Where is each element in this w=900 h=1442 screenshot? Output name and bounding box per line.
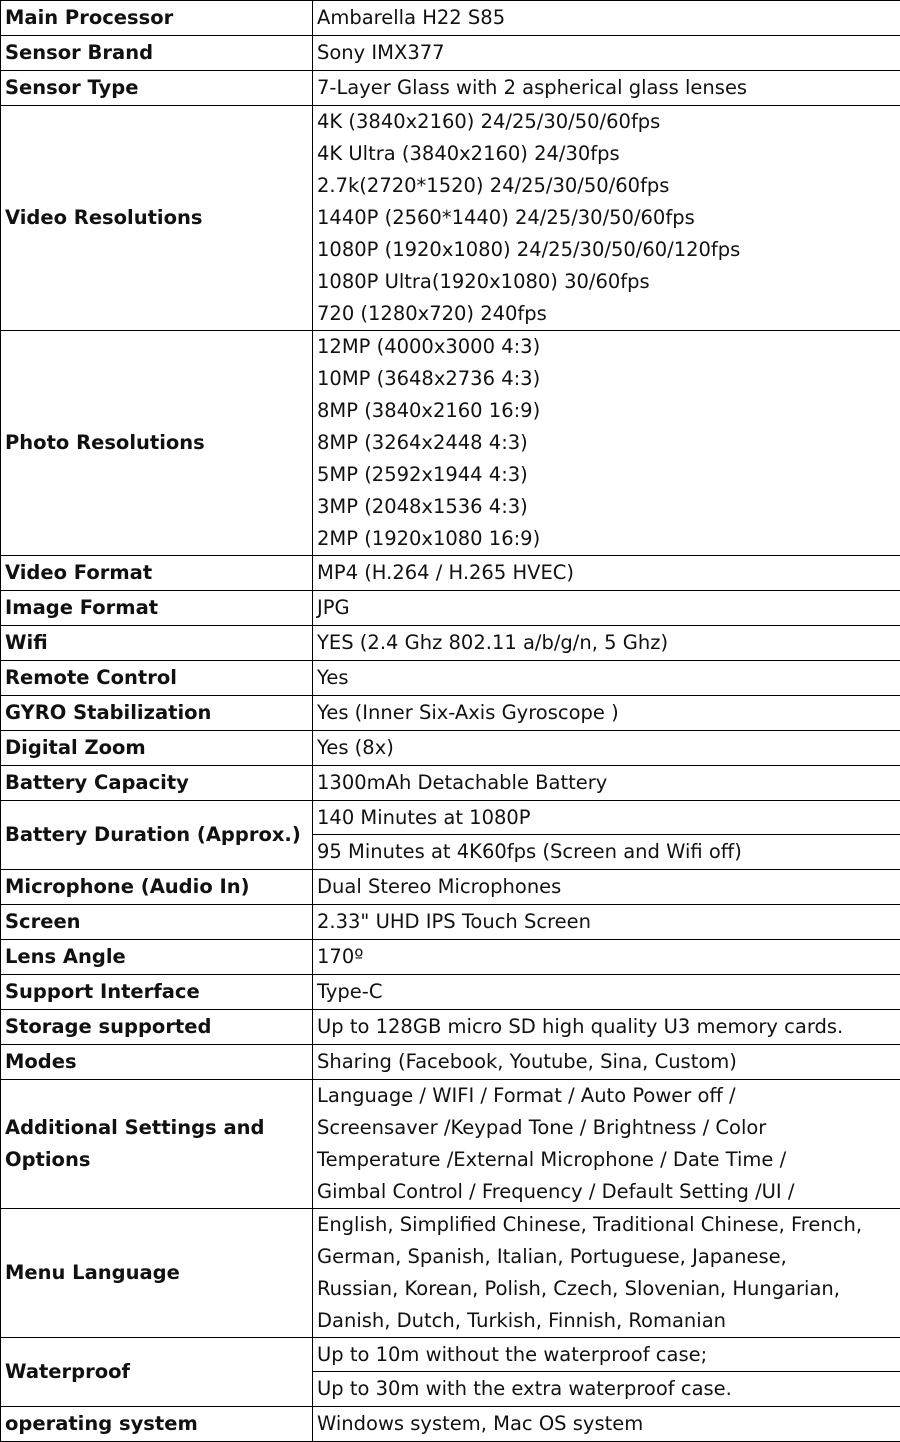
spec-label-menu-language: Menu Language	[1, 1209, 313, 1338]
spec-value-video-format: MP4 (H.264 / H.265 HVEC)	[313, 556, 900, 591]
spec-value-screen: 2.33" UHD IPS Touch Screen	[313, 905, 900, 940]
spec-label-modes: Modes	[1, 1045, 313, 1080]
spec-value-modes: Sharing (Facebook, Youtube, Sina, Custom)	[313, 1045, 900, 1080]
spec-value-storage-supported: Up to 128GB micro SD high quality U3 memory cards.	[313, 1010, 900, 1045]
spec-value-line: German, Spanish, Italian, Portuguese, Japanese,	[317, 1241, 896, 1273]
spec-value-line: 8MP (3840x2160 16:9)	[317, 395, 896, 427]
spec-value-line: English, Simplified Chinese, Traditional Chinese, French,	[317, 1209, 896, 1241]
spec-value-line: 1080P Ultra(1920x1080) 30/60fps	[317, 266, 896, 298]
table-row	[1, 975, 900, 1010]
spec-label-image-format: Image Format	[1, 591, 313, 626]
spec-value-lens-angle: 170º	[313, 940, 900, 975]
spec-value-line: Danish, Dutch, Turkish, Finnish, Romanian	[317, 1305, 896, 1337]
spec-value-line: 720 (1280x720) 240fps	[317, 298, 896, 330]
spec-value-sensor-brand: Sony IMX377	[313, 36, 900, 71]
spec-value-support-interface: Type-C	[313, 975, 900, 1010]
spec-value-line: Screensaver /Keypad Tone / Brightness / Color	[317, 1112, 896, 1144]
table-row	[1, 661, 900, 696]
spec-value-menu-language	[313, 1209, 900, 1338]
spec-value-line: Temperature /External Microphone / Date Time /	[317, 1144, 896, 1176]
table-row	[1, 766, 900, 801]
spec-label-sensor-type: Sensor Type	[1, 71, 313, 106]
spec-value-microphone-audio-in: Dual Stereo Microphones	[313, 870, 900, 905]
spec-label-screen: Screen	[1, 905, 313, 940]
spec-label-additional-settings-and-options: Additional Settings and Options	[1, 1080, 313, 1209]
spec-value-battery-duration-approx: 140 Minutes at 1080P	[313, 801, 900, 835]
spec-value-line: 2.7k(2720*1520) 24/25/30/50/60fps	[317, 170, 896, 202]
spec-label-operating-system: operating system	[1, 1407, 313, 1442]
table-row	[1, 1407, 900, 1442]
spec-value-line: 1440P (2560*1440) 24/25/30/50/60fps	[317, 202, 896, 234]
table-row	[1, 1010, 900, 1045]
spec-label-waterproof: Waterproof	[1, 1338, 313, 1407]
table-row	[1, 1, 900, 36]
spec-value-main-processor: Ambarella H22 S85	[313, 1, 900, 36]
spec-label-battery-duration-approx: Battery Duration (Approx.)	[1, 801, 313, 870]
table-row	[1, 106, 900, 331]
spec-label-microphone-audio-in: Microphone (Audio In)	[1, 870, 313, 905]
spec-label-photo-resolutions: Photo Resolutions	[1, 331, 313, 556]
spec-value-line: 2MP (1920x1080 16:9)	[317, 523, 896, 555]
spec-value-waterproof: Up to 10m without the waterproof case;	[313, 1338, 900, 1372]
spec-value-photo-resolutions	[313, 331, 900, 556]
spec-table-body	[1, 1, 900, 1442]
spec-value-waterproof: Up to 30m with the extra waterproof case.	[313, 1372, 900, 1407]
spec-label-video-format: Video Format	[1, 556, 313, 591]
table-row	[1, 36, 900, 71]
spec-value-operating-system: Windows system, Mac OS system	[313, 1407, 900, 1442]
spec-label-sensor-brand: Sensor Brand	[1, 36, 313, 71]
table-row	[1, 591, 900, 626]
spec-value-line: Gimbal Control / Frequency / Default Setting /UI /	[317, 1176, 896, 1208]
spec-value-remote-control: Yes	[313, 661, 900, 696]
spec-label-remote-control: Remote Control	[1, 661, 313, 696]
table-row	[1, 1045, 900, 1080]
table-row	[1, 905, 900, 940]
table-row	[1, 1209, 900, 1338]
spec-label-digital-zoom: Digital Zoom	[1, 731, 313, 766]
spec-value-line: 8MP (3264x2448 4:3)	[317, 427, 896, 459]
table-row	[1, 696, 900, 731]
spec-label-wifi: Wifi	[1, 626, 313, 661]
spec-value-line: 4K Ultra (3840x2160) 24/30fps	[317, 138, 896, 170]
spec-label-video-resolutions: Video Resolutions	[1, 106, 313, 331]
table-row	[1, 1338, 900, 1372]
table-row	[1, 71, 900, 106]
spec-value-gyro-stabilization: Yes (Inner Six-Axis Gyroscope )	[313, 696, 900, 731]
spec-value-image-format: JPG	[313, 591, 900, 626]
spec-value-digital-zoom: Yes (8x)	[313, 731, 900, 766]
spec-value-additional-settings-and-options	[313, 1080, 900, 1209]
spec-label-battery-capacity: Battery Capacity	[1, 766, 313, 801]
spec-value-line: 12MP (4000x3000 4:3)	[317, 331, 896, 363]
spec-value-line: 10MP (3648x2736 4:3)	[317, 363, 896, 395]
spec-label-support-interface: Support Interface	[1, 975, 313, 1010]
table-row	[1, 556, 900, 591]
spec-label-lens-angle: Lens Angle	[1, 940, 313, 975]
spec-value-line: 3MP (2048x1536 4:3)	[317, 491, 896, 523]
table-row	[1, 1080, 900, 1209]
spec-label-main-processor: Main Processor	[1, 1, 313, 36]
spec-label-storage-supported: Storage supported	[1, 1010, 313, 1045]
spec-value-line: Language / WIFI / Format / Auto Power off /	[317, 1080, 896, 1112]
table-row	[1, 626, 900, 661]
spec-value-line: 4K (3840x2160) 24/25/30/50/60fps	[317, 106, 896, 138]
table-row	[1, 870, 900, 905]
spec-value-line: Russian, Korean, Polish, Czech, Slovenian, Hungarian,	[317, 1273, 896, 1305]
table-row	[1, 331, 900, 556]
table-row	[1, 940, 900, 975]
spec-value-battery-capacity: 1300mAh Detachable Battery	[313, 766, 900, 801]
spec-value-battery-duration-approx: 95 Minutes at 4K60fps (Screen and Wifi off)	[313, 835, 900, 870]
table-row	[1, 731, 900, 766]
spec-value-line: 5MP (2592x1944 4:3)	[317, 459, 896, 491]
spec-label-gyro-stabilization: GYRO Stabilization	[1, 696, 313, 731]
spec-value-sensor-type: 7-Layer Glass with 2 aspherical glass lenses	[313, 71, 900, 106]
spec-value-wifi: YES (2.4 Ghz 802.11 a/b/g/n, 5 Ghz)	[313, 626, 900, 661]
table-row	[1, 801, 900, 835]
spec-value-video-resolutions	[313, 106, 900, 331]
spec-value-line: 1080P (1920x1080) 24/25/30/50/60/120fps	[317, 234, 896, 266]
